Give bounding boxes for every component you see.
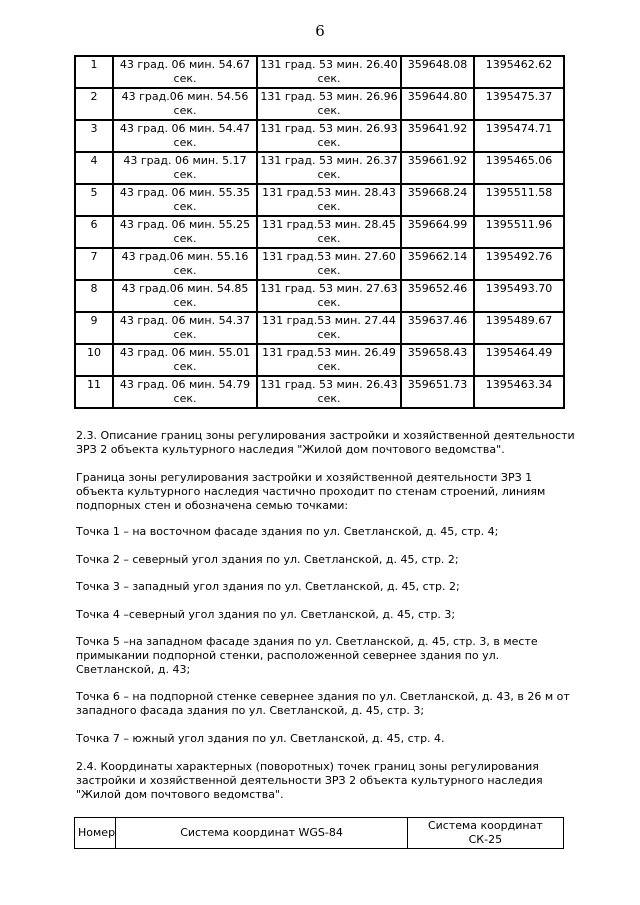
longitude-cell: 131 град. 53 мин. 26.37 сек. xyxy=(257,152,401,184)
y-coordinate-cell: 1395464.49 xyxy=(474,344,564,376)
point-1: Точка 1 – на восточном фасаде здания по ул. Светланской, д. 45, стр. 4; xyxy=(76,525,499,538)
x-coordinate-cell: 359661.92 xyxy=(401,152,474,184)
point-number: 8 xyxy=(75,280,113,312)
table-row xyxy=(75,152,564,184)
y-coordinate-cell: 1395489.67 xyxy=(474,312,564,344)
longitude-cell: 131 град.53 мин. 27.44 сек. xyxy=(257,312,401,344)
x-coordinate-cell: 359637.46 xyxy=(401,312,474,344)
latitude-cell: 43 град. 06 мин. 55.01 сек. xyxy=(113,344,257,376)
x-coordinate-cell: 359652.46 xyxy=(401,280,474,312)
header-number: Номер xyxy=(75,818,116,849)
page-number: 6 xyxy=(315,22,325,40)
longitude-cell: 131 град. 53 мин. 26.96 сек. xyxy=(257,88,401,120)
longitude-cell: 131 град.53 мин. 28.43 сек. xyxy=(257,184,401,216)
table-row xyxy=(75,184,564,216)
header-sk25: Система координат СК-25 xyxy=(407,818,563,849)
y-coordinate-cell: 1395462.62 xyxy=(474,56,564,88)
x-coordinate-cell: 359668.24 xyxy=(401,184,474,216)
longitude-cell: 131 град. 53 мин. 26.40 сек. xyxy=(257,56,401,88)
y-coordinate-cell: 1395465.06 xyxy=(474,152,564,184)
latitude-cell: 43 град. 06 мин. 54.67 сек. xyxy=(113,56,257,88)
table-row xyxy=(75,88,564,120)
x-coordinate-cell: 359662.14 xyxy=(401,248,474,280)
section-2-4-heading: 2.4. Координаты характерных (поворотных) точек границ зоны регулирования застройки и хозяйственной деятельности ЗРЗ 2 объекта культурного наследия "Жилой дом почтового ведомства". xyxy=(76,760,543,801)
point-number: 7 xyxy=(75,248,113,280)
x-coordinate-cell: 359648.08 xyxy=(401,56,474,88)
table-row xyxy=(75,312,564,344)
point-number: 6 xyxy=(75,216,113,248)
y-coordinate-cell: 1395492.76 xyxy=(474,248,564,280)
y-coordinate-cell: 1395475.37 xyxy=(474,88,564,120)
header-wgs84: Система координат WGS-84 xyxy=(116,818,407,849)
table-row xyxy=(75,280,564,312)
table-row xyxy=(75,248,564,280)
point-7: Точка 7 – южный угол здания по ул. Светланской, д. 45, стр. 4. xyxy=(76,732,445,745)
boundary-description: Граница зоны регулирования застройки и хозяйственной деятельности ЗРЗ 1 объекта культурного наследия частично проходит по стенам строений, линиям подпорных стен и обозначена семью точками: xyxy=(76,471,546,512)
latitude-cell: 43 град. 06 мин. 54.47 сек. xyxy=(113,120,257,152)
x-coordinate-cell: 359658.43 xyxy=(401,344,474,376)
y-coordinate-cell: 1395474.71 xyxy=(474,120,564,152)
latitude-cell: 43 град. 06 мин. 54.37 сек. xyxy=(113,312,257,344)
latitude-cell: 43 град. 06 мин. 55.25 сек. xyxy=(113,216,257,248)
point-number: 1 xyxy=(75,56,113,88)
table-row xyxy=(75,376,564,408)
y-coordinate-cell: 1395463.34 xyxy=(474,376,564,408)
x-coordinate-cell: 359664.99 xyxy=(401,216,474,248)
latitude-cell: 43 град.06 мин. 55.16 сек. xyxy=(113,248,257,280)
latitude-cell: 43 град. 06 мин. 55.35 сек. xyxy=(113,184,257,216)
x-coordinate-cell: 359651.73 xyxy=(401,376,474,408)
latitude-cell: 43 град.06 мин. 54.85 сек. xyxy=(113,280,257,312)
longitude-cell: 131 град. 53 мин. 26.43 сек. xyxy=(257,376,401,408)
point-number: 10 xyxy=(75,344,113,376)
y-coordinate-cell: 1395493.70 xyxy=(474,280,564,312)
point-5: Точка 5 –на западном фасаде здания по ул. Светланской, д. 45, стр. 3, в месте примыкании подпорной стенки, расположенной севернее здания по ул. Светланской, д. 43; xyxy=(76,635,538,676)
x-coordinate-cell: 359641.92 xyxy=(401,120,474,152)
longitude-cell: 131 град.53 мин. 26.49 сек. xyxy=(257,344,401,376)
point-number: 9 xyxy=(75,312,113,344)
point-number: 4 xyxy=(75,152,113,184)
point-3: Точка 3 – западный угол здания по ул. Светланской, д. 45, стр. 2; xyxy=(76,580,460,593)
point-4: Точка 4 –северный угол здания по ул. Светланской, д. 45, стр. 3; xyxy=(76,608,456,621)
point-6: Точка 6 – на подпорной стенке севернее здания по ул. Светланской, д. 43, в 26 м от западного фасада здания по ул. Светланской, д. 45, стр. 3; xyxy=(76,690,570,717)
y-coordinate-cell: 1395511.96 xyxy=(474,216,564,248)
point-number: 2 xyxy=(75,88,113,120)
point-number: 3 xyxy=(75,120,113,152)
y-coordinate-cell: 1395511.58 xyxy=(474,184,564,216)
x-coordinate-cell: 359644.80 xyxy=(401,88,474,120)
table-row xyxy=(75,56,564,88)
table-row xyxy=(75,120,564,152)
longitude-cell: 131 град. 53 мин. 27.63 сек. xyxy=(257,280,401,312)
longitude-cell: 131 град.53 мин. 27.60 сек. xyxy=(257,248,401,280)
point-number: 5 xyxy=(75,184,113,216)
coordinates-table xyxy=(74,55,565,409)
longitude-cell: 131 град. 53 мин. 26.93 сек. xyxy=(257,120,401,152)
latitude-cell: 43 град. 06 мин. 5.17 сек. xyxy=(113,152,257,184)
point-number: 11 xyxy=(75,376,113,408)
table-row xyxy=(75,216,564,248)
latitude-cell: 43 град.06 мин. 54.56 сек. xyxy=(113,88,257,120)
longitude-cell: 131 град.53 мин. 28.45 сек. xyxy=(257,216,401,248)
point-2: Точка 2 – северный угол здания по ул. Светланской, д. 45, стр. 2; xyxy=(76,553,459,566)
coordinates-table-2-header xyxy=(74,817,564,849)
section-2-3-heading: 2.3. Описание границ зоны регулирования застройки и хозяйственной деятельности ЗРЗ 2 объекта культурного наследия "Жилой дом почтового ведомства". xyxy=(76,429,575,456)
table-row xyxy=(75,344,564,376)
latitude-cell: 43 град. 06 мин. 54.79 сек. xyxy=(113,376,257,408)
